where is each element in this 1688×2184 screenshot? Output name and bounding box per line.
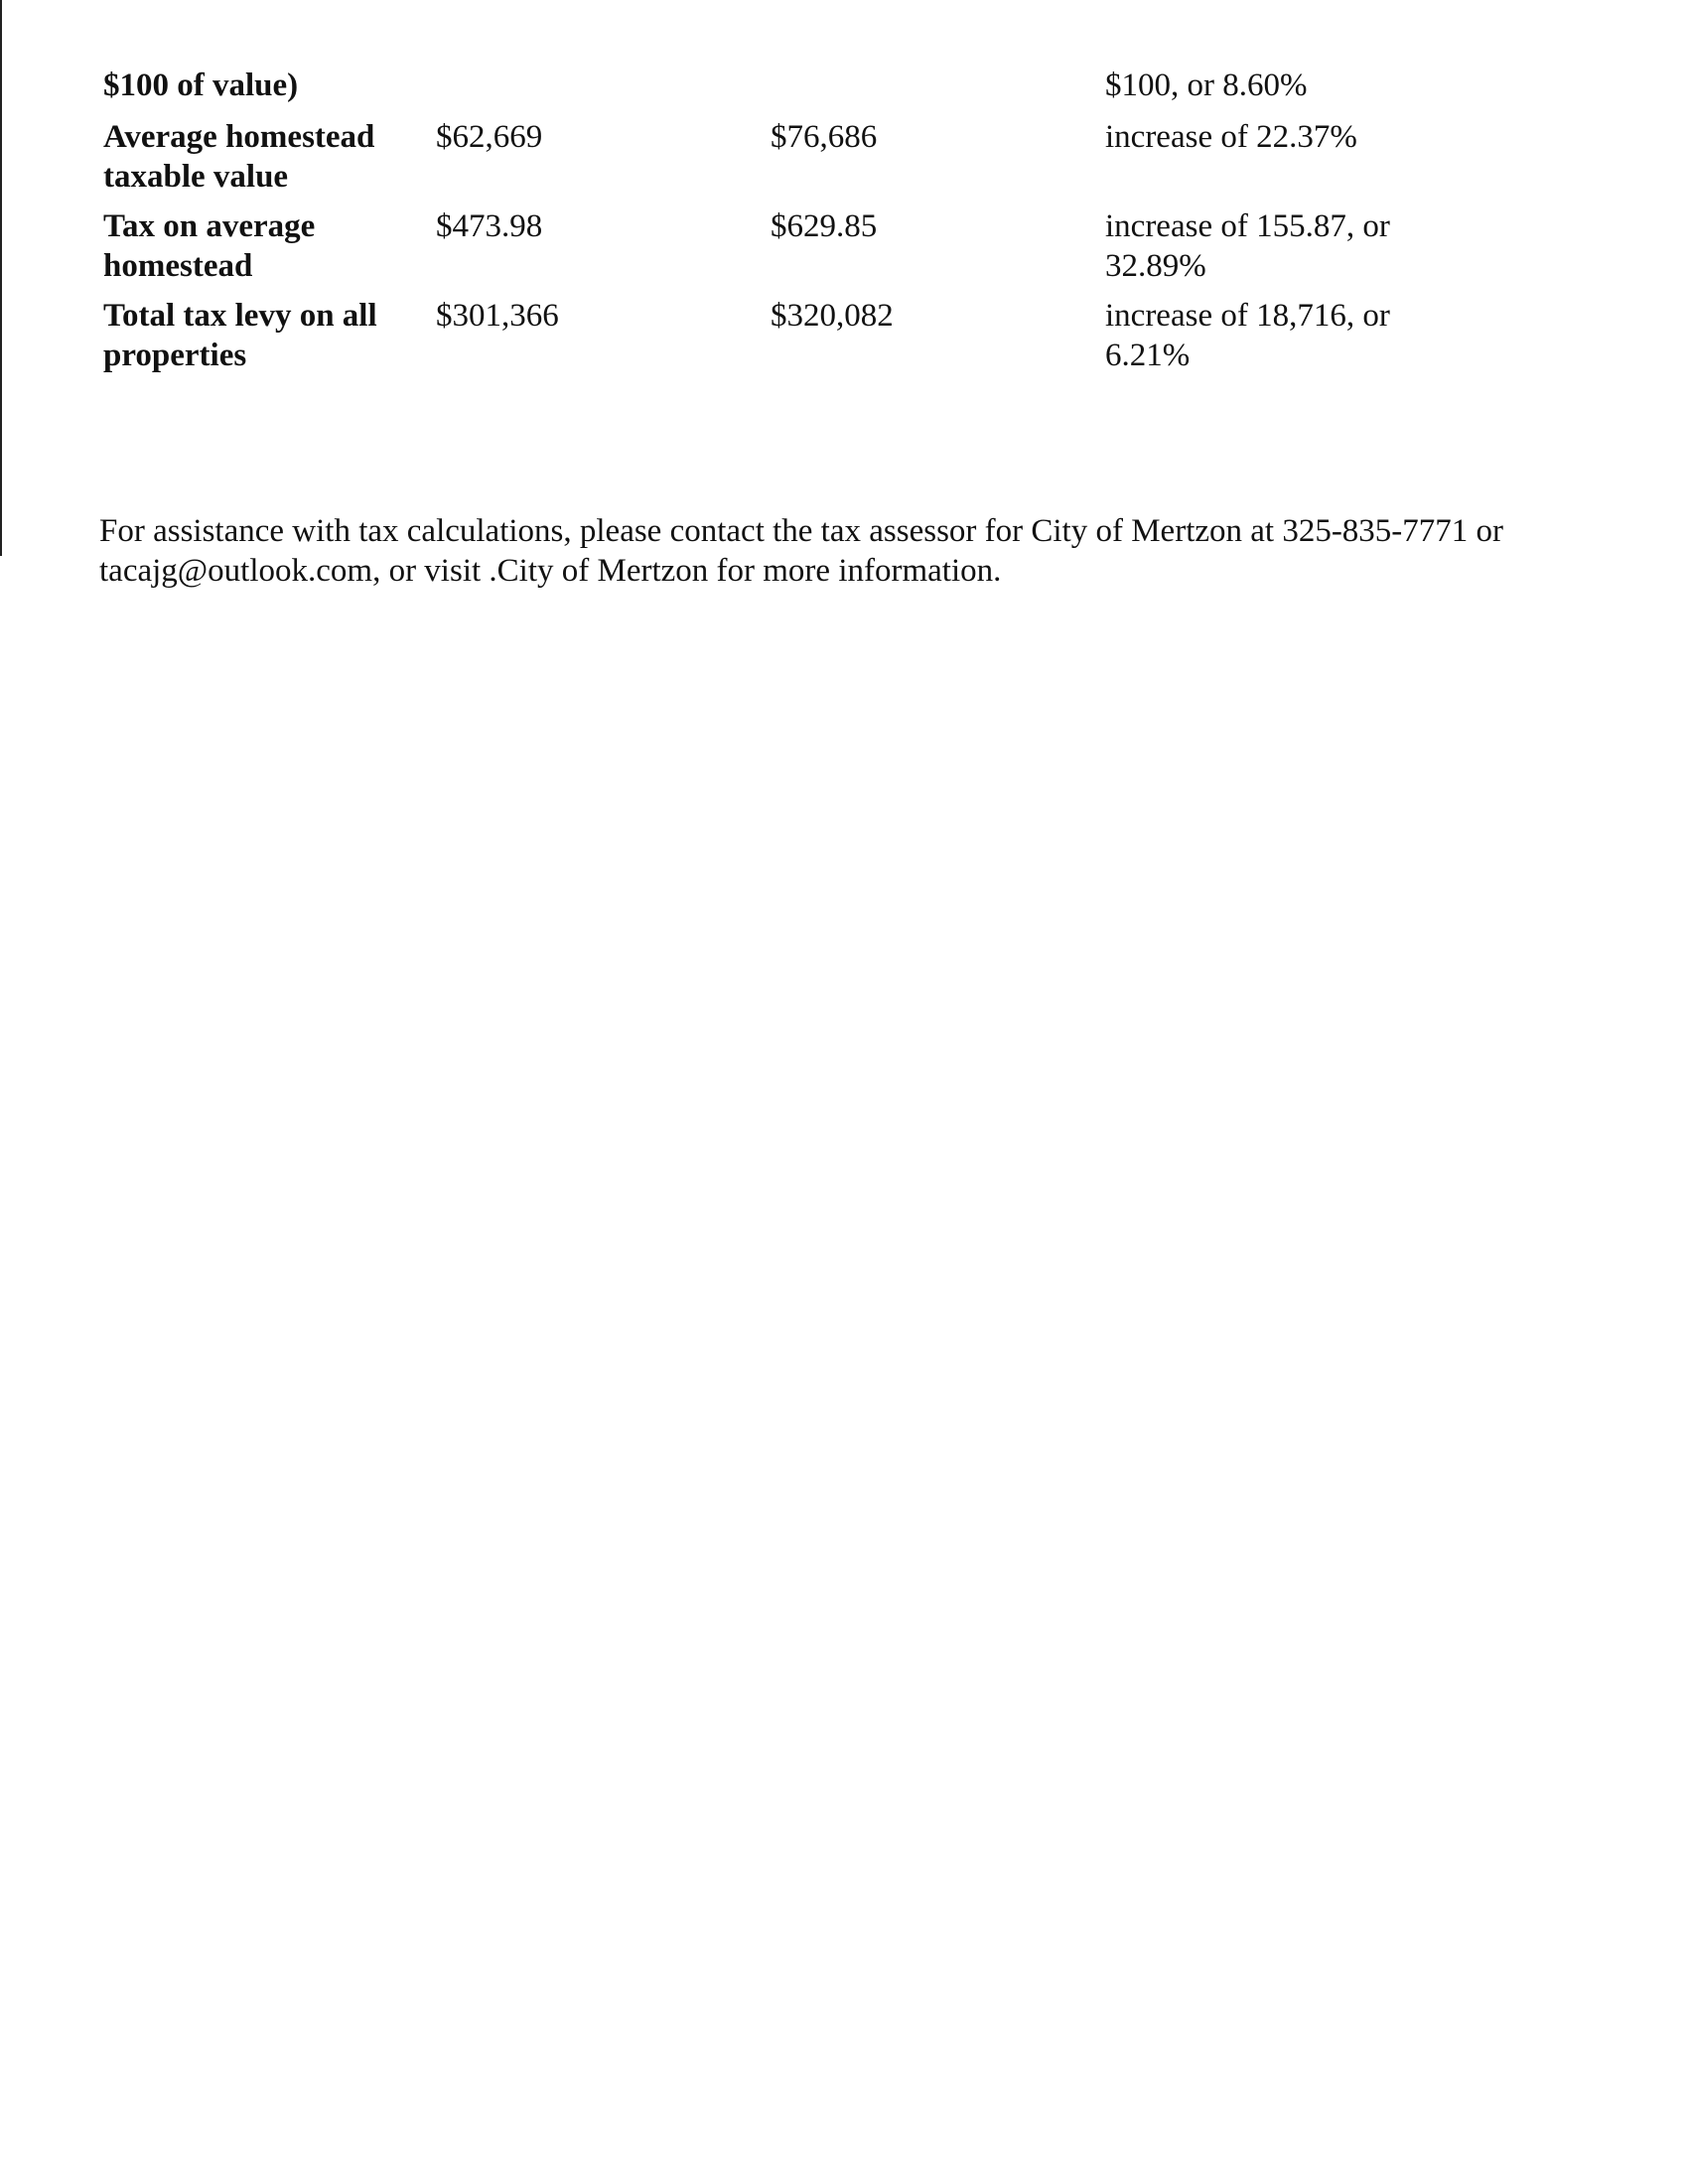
assistance-note: For assistance with tax calculations, please contact the tax assessor for City of Mertzon at 325-835-7771 or tacajg@outlook.com, or visit .City of Mertzon for more information. [99,513,1504,589]
current-year-value: $629.85 [771,208,878,244]
page-edge-mark [0,0,2,556]
change-value: increase of 22.37% [1105,119,1357,155]
current-year-value: $320,082 [771,298,894,334]
change-value: increase of 155.87, or 32.89% [1105,208,1390,284]
row-label: Tax on average homestead [103,208,316,284]
prior-year-value: $473.98 [436,208,543,244]
row-label: Average homestead taxable value [103,119,375,195]
row-label: $100 of value) [103,68,299,103]
current-year-value: $76,686 [771,119,878,155]
prior-year-value: $301,366 [436,298,559,334]
change-value: $100, or 8.60% [1105,68,1308,103]
prior-year-value: $62,669 [436,119,543,155]
change-value: increase of 18,716, or 6.21% [1105,298,1390,373]
row-label: Total tax levy on all properties [103,298,377,373]
